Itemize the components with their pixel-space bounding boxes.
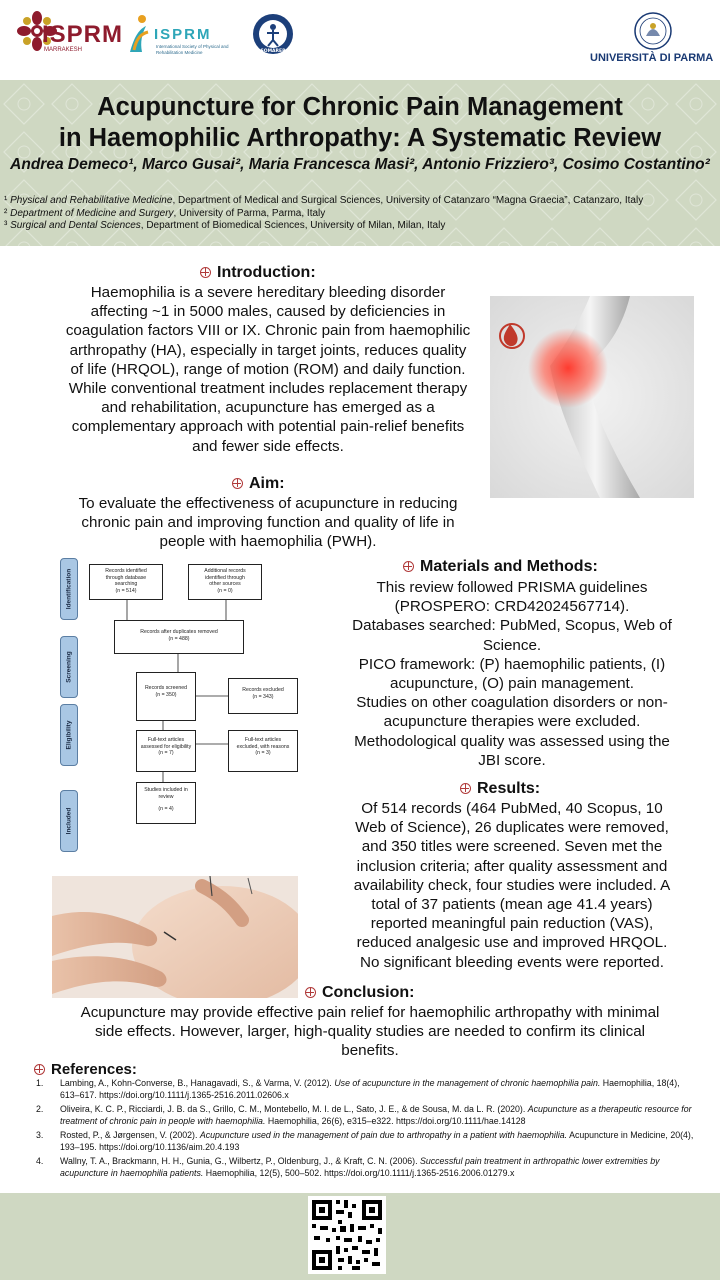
reference-item: 2. Oliveira, K. C. P., Ricciardi, J. B. da S., Grillo, C. M., Montebello, M. I. de L., Sato, J. E., & de Sousa, M. da L. R. (2020). Acupuncture as a therapeutic resource for treatment of chronic pain in people with haemophilia. Haemophilia, 26(6), e315–e322. https://doi.org/10.1111/hae.14128 xyxy=(36,1104,692,1126)
reference-item: 1. Lambing, A., Kohn-Converse, B., Hanagavadi, S., & Varma, V. (2012). Use of acupuncture in the management of chronic haemophilia pain. Haemophilia, 18(4), 613–617. https://doi.org/10.1111/j.1365-2516.2011.02606.x xyxy=(36,1078,680,1100)
poster-title xyxy=(0,92,720,154)
isprm-society-wordmark: ISPRM xyxy=(154,26,212,43)
affiliation-2: ² Department of Medicine and Surgery, University of Parma, Parma, Italy xyxy=(4,207,326,219)
introduction-text: Haemophilia is a severe hereditary bleeding disorder affecting ~1 in 5000 males, caused by deficiencies in coagulation factors VIII or IX. Chronic pain from haemophilic arthropathy (HA), especially in target joints, reduces quality of life (HRQOL), range of motion (ROM) and daily function. While conventional treatment includes replacement therapy and rehabilitation, acupuncture has emerged as a complementary approach with potential pain-relief benefits and fewer side effects. xyxy=(65,284,471,455)
isprm-marrakesh-city: MARRAKESH xyxy=(44,47,83,53)
stage-screening: Screening xyxy=(60,636,78,698)
results-text: Of 514 records (464 PubMed, 40 Scopus, 10 Web of Science), 26 duplicates were removed, and 350 titles were screened. Seven met the inclusion criteria; after quality assessment and availability check, four studies were included. A total of 37 patients (mean age 41.4 years) reported meaningful pain reduction (VAS), reduced analgesic use and improved HRQOL. No significant bleeding events were reported. xyxy=(353,800,671,971)
aim-text: To evaluate the effectiveness of acupuncture in reducing chronic pain and improving function and quality of life in people with haemophilia (PWH). xyxy=(78,495,458,551)
author-list: Andrea Demeco¹, Marco Gusai², Maria Francesca Masi², Antonio Frizziero³, Cosimo Costantino² xyxy=(10,156,710,173)
conclusion-heading: Conclusion: xyxy=(305,984,414,1002)
references-heading: References: xyxy=(34,1061,137,1078)
somareb-seal-icon xyxy=(252,13,294,55)
affiliations xyxy=(4,195,643,233)
bullet-icon xyxy=(232,478,243,489)
stage-eligibility: Eligibility xyxy=(60,704,78,766)
university-seal-icon xyxy=(634,12,672,50)
stage-included: Included xyxy=(60,790,78,852)
box-fulltext-assessed: Full-text articles assessed for eligibility (n = 7) xyxy=(136,730,196,772)
reference-item: 3. Rosted, P., & Jørgensen, V. (2002). Acupuncture used in the management of pain due to arthropathy in a patient with haemophilia. Acupuncture in Medicine, 20(4), 193–195. https://doi.org/10.1136/aim.20.4.193 xyxy=(36,1130,694,1152)
isprm-marrakesh-logo xyxy=(14,8,124,64)
prisma-flow-diagram xyxy=(58,556,308,874)
box-other-records: Additional records identified through other sources (n = 0) xyxy=(188,564,262,600)
conclusion-text: Acupuncture may provide effective pain relief for haemophilic arthropathy with minimal side effects. However, larger, high-quality studies are needed to confirm its clinical benefits. xyxy=(80,1004,660,1060)
reference-item: 4. Wallny, T. A., Brackmann, H. H., Gunia, G., Wilbertz, P., Oldenburg, J., & Kraft, C. N. (2006). Successful pain treatment in arthropathic lower extremities by acupuncture in haemophilia patients. Haemophilia, 12(5), 500–502. https://doi.org/10.1111/j.1365-2516.2006.01279.x xyxy=(36,1156,660,1178)
title-line-2: in Haemophilic Arthropathy: A Systematic Review xyxy=(58,124,662,152)
qr-code-icon xyxy=(308,1196,386,1274)
affiliation-1: ¹ Physical and Rehabilitative Medicine, Department of Medical and Surgical Sciences, University of Catanzaro “Magna Graecia”, Catanzaro, Italy xyxy=(4,195,644,206)
bullet-icon xyxy=(200,267,211,278)
introduction-heading: Introduction: xyxy=(200,264,316,282)
bullet-icon xyxy=(305,987,316,998)
figure-icon xyxy=(124,14,154,54)
qr-code[interactable] xyxy=(308,1196,386,1274)
university-parma-logo xyxy=(588,10,716,70)
stage-identification: Identification xyxy=(60,558,78,620)
somareb-logo xyxy=(252,13,294,55)
box-studies-included: Studies included in review (n = 4) xyxy=(136,782,196,824)
affiliation-3: ³ Surgical and Dental Sciences, Department of Biomedical Sciences, University of Milan, Milan, Italy xyxy=(4,220,446,231)
box-records-excluded: Records excluded (n = 343) xyxy=(228,678,298,714)
bullet-icon xyxy=(460,783,471,794)
box-database-records: Records identified through database searching (n = 514) xyxy=(89,564,163,600)
bullet-icon xyxy=(34,1064,45,1075)
logo-strip xyxy=(0,0,720,80)
bullet-icon xyxy=(403,561,414,572)
svg-text:SOMAREB: SOMAREB xyxy=(260,49,286,54)
isprm-marrakesh-wordmark: ISPRM xyxy=(42,21,124,48)
box-records-screened: Records screened (n = 350) xyxy=(136,672,196,721)
methods-heading: Materials and Methods: xyxy=(403,558,598,576)
references-list xyxy=(36,1078,696,1182)
box-fulltext-excluded: Full-text articles excluded, with reasons (n = 3) xyxy=(228,730,298,772)
isprm-society-logo xyxy=(124,12,254,60)
acupuncture-photo xyxy=(52,876,298,998)
results-heading: Results: xyxy=(460,780,540,798)
box-after-duplicates: Records after duplicates removed (n = 488) xyxy=(114,620,244,654)
title-banner xyxy=(0,80,720,246)
knee-pain-illustration xyxy=(490,296,694,498)
methods-text: This review followed PRISMA guidelines (PROSPERO: CRD42024567714). Databases searched: PubMed, Scopus, Web of Science. PICO framework: (P) haemophilic patients, (I) acupuncture, (O) pain management. Studies on other coagulation disorders or non- acupuncture therapies were excluded. Methodological quality was assessed using the JBI score. xyxy=(352,579,672,769)
isprm-society-subtitle: International Society of Physical and Rehabilitation Medicine xyxy=(156,44,229,55)
title-line-1: Acupuncture for Chronic Pain Management xyxy=(97,93,623,121)
aim-heading: Aim: xyxy=(232,475,285,493)
university-name: UNIVERSITÀ DI PARMA xyxy=(590,52,714,64)
